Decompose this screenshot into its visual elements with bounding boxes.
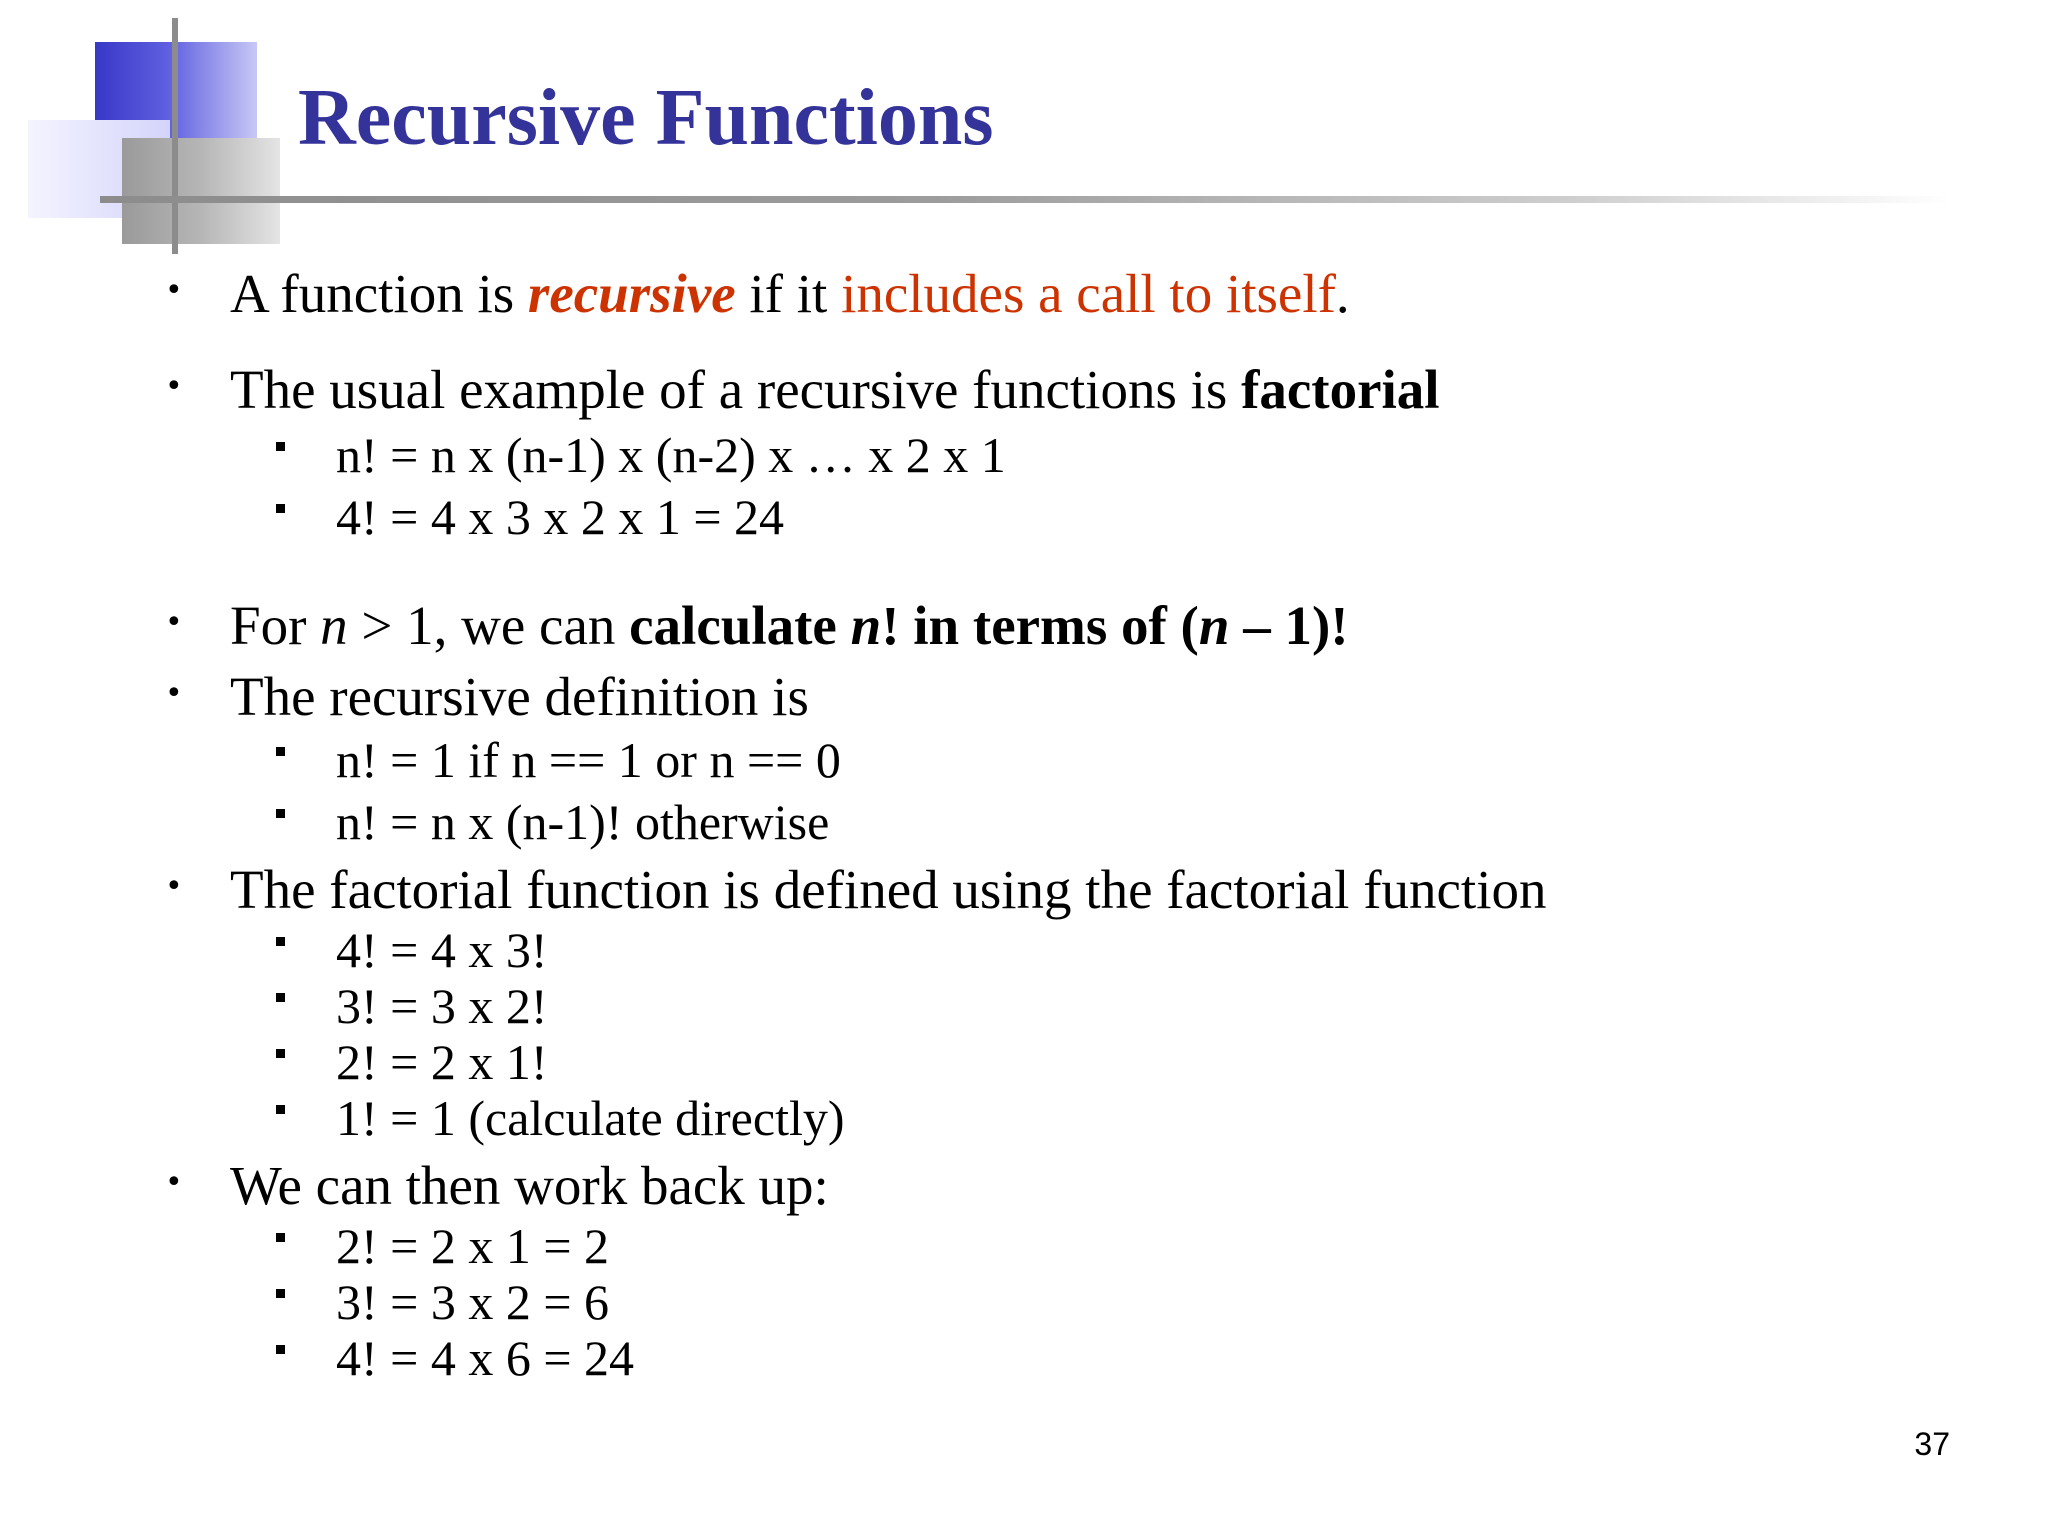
sub-bullet-result: 2! = 2 x 1 = 2 bbox=[336, 1218, 610, 1274]
sub-bullet-base-case: n! = 1 if n == 1 or n == 0 bbox=[336, 732, 841, 788]
emphasis-factorial: factorial bbox=[1241, 359, 1440, 420]
decorative-vertical-line bbox=[172, 18, 178, 254]
sub-bullet-icon bbox=[276, 1049, 285, 1058]
bullet-factorial-self-defined: The factorial function is defined using the factorial function bbox=[230, 859, 1547, 920]
sub-bullet-step: 4! = 4 x 3! bbox=[336, 922, 548, 978]
sub-bullet-icon bbox=[276, 442, 285, 451]
sub-bullet-factorial-formula: n! = n x (n-1) x (n-2) x … x 2 x 1 bbox=[336, 427, 1006, 483]
sub-bullet-result: 3! = 3 x 2 = 6 bbox=[336, 1274, 610, 1330]
sub-bullet-icon bbox=[276, 1289, 285, 1298]
bullet-icon: • bbox=[165, 869, 183, 904]
bullet-icon: • bbox=[165, 676, 183, 711]
bullet-work-back-up: We can then work back up: bbox=[230, 1155, 829, 1216]
sub-bullet-recursive-case: n! = n x (n-1)! otherwise bbox=[336, 794, 830, 850]
sub-bullet-step: 3! = 3 x 2! bbox=[336, 978, 548, 1034]
sub-bullet-icon bbox=[276, 747, 285, 756]
page-number: 37 bbox=[1914, 1426, 1950, 1462]
bullet-factorial-example: The usual example of a recursive functions is factorial bbox=[230, 359, 1440, 420]
sub-bullet-icon bbox=[276, 993, 285, 1002]
bullet-icon: • bbox=[165, 273, 183, 308]
bullet-n-minus-1: For n > 1, we can calculate n! in terms of (n – 1)! bbox=[230, 595, 1349, 656]
bullet-icon: • bbox=[165, 369, 183, 404]
bullet-icon: • bbox=[165, 605, 183, 640]
sub-bullet-icon bbox=[276, 1105, 285, 1114]
bullet-recursive-def: The recursive definition is bbox=[230, 666, 809, 727]
emphasis-recursive: recursive bbox=[527, 263, 736, 324]
bullet-icon: • bbox=[165, 1165, 183, 1200]
sub-bullet-icon bbox=[276, 504, 285, 513]
highlight-call-to-itself: includes a call to itself bbox=[841, 263, 1336, 324]
sub-bullet-icon bbox=[276, 1233, 285, 1242]
title-underline bbox=[100, 196, 1950, 203]
sub-bullet-step: 2! = 2 x 1! bbox=[336, 1034, 548, 1090]
sub-bullet-result: 4! = 4 x 6 = 24 bbox=[336, 1330, 635, 1386]
emphasis-calculate: calculate n! in terms of (n – 1)! bbox=[629, 595, 1349, 656]
bullet-recursive-definition: A function is recursive if it includes a call to itself. bbox=[230, 263, 1350, 324]
sub-bullet-factorial-4: 4! = 4 x 3 x 2 x 1 = 24 bbox=[336, 489, 785, 545]
sub-bullet-icon bbox=[276, 1345, 285, 1354]
sub-bullet-icon bbox=[276, 937, 285, 946]
decorative-gray-square bbox=[122, 138, 280, 244]
sub-bullet-step: 1! = 1 (calculate directly) bbox=[336, 1090, 845, 1146]
slide-title: Recursive Functions bbox=[298, 74, 994, 162]
sub-bullet-icon bbox=[276, 809, 285, 818]
